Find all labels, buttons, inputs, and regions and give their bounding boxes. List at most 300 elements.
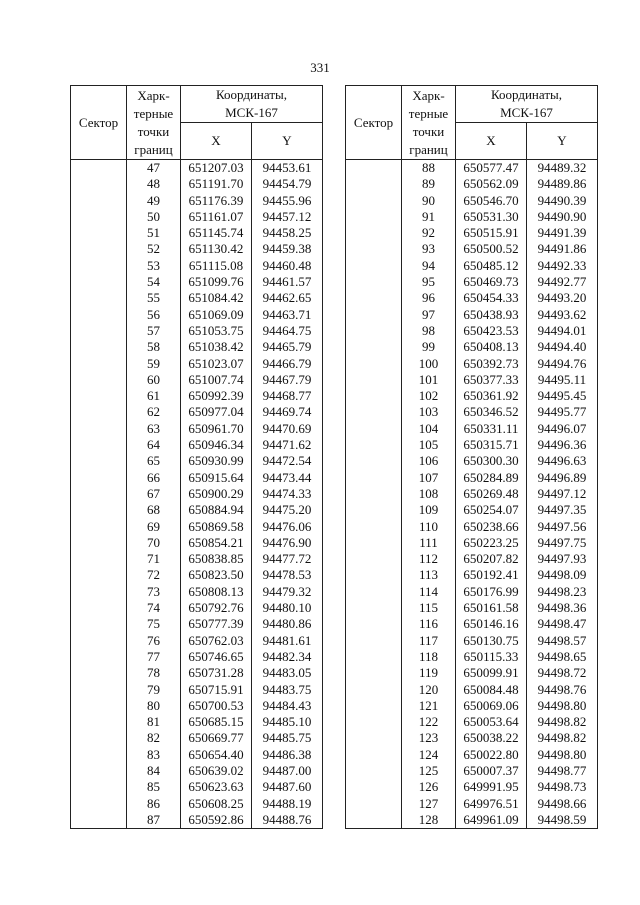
point-number: 48	[127, 176, 181, 192]
table-row	[71, 682, 323, 698]
y-value: 94471.62	[252, 437, 323, 453]
sector-cell	[346, 372, 402, 388]
x-value: 650423.53	[456, 323, 527, 339]
x-value: 651207.03	[181, 160, 252, 177]
x-value: 651053.75	[181, 323, 252, 339]
table-row	[346, 730, 598, 746]
table-row	[71, 600, 323, 616]
point-number: 81	[127, 714, 181, 730]
header-point-line: границ	[134, 141, 173, 157]
table-row	[346, 290, 598, 306]
x-value: 650223.25	[456, 535, 527, 551]
sector-cell	[71, 665, 127, 681]
y-value: 94498.47	[527, 616, 598, 632]
table-row	[346, 763, 598, 779]
x-value: 651145.74	[181, 225, 252, 241]
x-value: 651176.39	[181, 193, 252, 209]
point-number: 112	[402, 551, 456, 567]
point-number: 126	[402, 779, 456, 795]
point-number: 122	[402, 714, 456, 730]
x-value: 650331.11	[456, 421, 527, 437]
table-row	[346, 470, 598, 486]
point-number: 90	[402, 193, 456, 209]
sector-cell	[71, 241, 127, 257]
table-body-right	[346, 160, 598, 829]
header-point-line: терные	[408, 105, 449, 121]
sector-cell	[346, 225, 402, 241]
table-row	[71, 763, 323, 779]
point-number: 121	[402, 698, 456, 714]
point-number: 50	[127, 209, 181, 225]
table-row	[71, 698, 323, 714]
table-row	[71, 470, 323, 486]
x-value: 650900.29	[181, 486, 252, 502]
point-number: 67	[127, 486, 181, 502]
table-row	[346, 682, 598, 698]
point-number: 71	[127, 551, 181, 567]
header-point-type	[402, 86, 456, 160]
point-number: 114	[402, 584, 456, 600]
point-number: 119	[402, 665, 456, 681]
sector-cell	[71, 404, 127, 420]
x-value: 650608.25	[181, 796, 252, 812]
sector-cell	[346, 682, 402, 698]
table-row	[346, 339, 598, 355]
sector-cell	[71, 339, 127, 355]
x-value: 651191.70	[181, 176, 252, 192]
point-number: 118	[402, 649, 456, 665]
x-value: 650099.91	[456, 665, 527, 681]
y-value: 94494.01	[527, 323, 598, 339]
sector-cell	[71, 323, 127, 339]
table-row	[346, 649, 598, 665]
x-value: 650022.80	[456, 747, 527, 763]
sector-cell	[71, 193, 127, 209]
point-number: 107	[402, 470, 456, 486]
point-number: 123	[402, 730, 456, 746]
x-value: 650438.93	[456, 307, 527, 323]
y-value: 94457.12	[252, 209, 323, 225]
sector-cell	[71, 812, 127, 829]
sector-cell	[346, 698, 402, 714]
point-number: 79	[127, 682, 181, 698]
point-number: 66	[127, 470, 181, 486]
y-value: 94497.75	[527, 535, 598, 551]
sector-cell	[346, 290, 402, 306]
y-value: 94488.76	[252, 812, 323, 829]
y-value: 94491.39	[527, 225, 598, 241]
x-value: 650762.03	[181, 633, 252, 649]
coordinates-table-right	[345, 85, 598, 829]
header-coords-line: МСК-167	[500, 105, 553, 120]
sector-cell	[71, 779, 127, 795]
table-body-left	[71, 160, 323, 829]
sector-cell	[71, 160, 127, 177]
y-value: 94495.11	[527, 372, 598, 388]
x-value: 651161.07	[181, 209, 252, 225]
x-value: 650639.02	[181, 763, 252, 779]
point-number: 105	[402, 437, 456, 453]
header-point-line: точки	[412, 123, 445, 139]
y-value: 94478.53	[252, 567, 323, 583]
point-number: 98	[402, 323, 456, 339]
sector-cell	[346, 421, 402, 437]
x-value: 651130.42	[181, 241, 252, 257]
x-value: 650884.94	[181, 502, 252, 518]
x-value: 650577.47	[456, 160, 527, 177]
y-value: 94487.60	[252, 779, 323, 795]
point-number: 82	[127, 730, 181, 746]
x-value: 650977.04	[181, 404, 252, 420]
sector-cell	[346, 437, 402, 453]
header-sector: Сектор	[71, 86, 127, 160]
sector-cell	[346, 616, 402, 632]
point-number: 61	[127, 388, 181, 404]
table-row	[71, 551, 323, 567]
table-row	[346, 274, 598, 290]
table-row	[346, 453, 598, 469]
header-coords-line: Координаты,	[491, 87, 562, 102]
table-row	[71, 665, 323, 681]
y-value: 94470.69	[252, 421, 323, 437]
sector-cell	[71, 600, 127, 616]
y-value: 94492.33	[527, 258, 598, 274]
point-number: 100	[402, 356, 456, 372]
x-value: 650546.70	[456, 193, 527, 209]
table-row	[71, 502, 323, 518]
coordinates-table-left	[70, 85, 323, 829]
x-value: 650161.58	[456, 600, 527, 616]
sector-cell	[71, 698, 127, 714]
x-value: 650238.66	[456, 519, 527, 535]
y-value: 94496.89	[527, 470, 598, 486]
table-row	[346, 796, 598, 812]
sector-cell	[346, 404, 402, 420]
sector-cell	[71, 486, 127, 502]
y-value: 94498.80	[527, 747, 598, 763]
sector-cell	[346, 714, 402, 730]
sector-cell	[71, 519, 127, 535]
table-row	[71, 421, 323, 437]
y-value: 94496.36	[527, 437, 598, 453]
table-row	[71, 567, 323, 583]
point-number: 115	[402, 600, 456, 616]
table-row	[71, 730, 323, 746]
table-row	[346, 421, 598, 437]
table-row	[71, 633, 323, 649]
y-value: 94481.61	[252, 633, 323, 649]
x-value: 650176.99	[456, 584, 527, 600]
point-number: 124	[402, 747, 456, 763]
y-value: 94498.23	[527, 584, 598, 600]
x-value: 650469.73	[456, 274, 527, 290]
sector-cell	[346, 730, 402, 746]
x-value: 650915.64	[181, 470, 252, 486]
point-number: 84	[127, 763, 181, 779]
x-value: 650007.37	[456, 763, 527, 779]
point-number: 113	[402, 567, 456, 583]
y-value: 94490.39	[527, 193, 598, 209]
y-value: 94482.34	[252, 649, 323, 665]
header-point-line: точки	[137, 123, 170, 139]
x-value: 650392.73	[456, 356, 527, 372]
sector-cell	[71, 747, 127, 763]
table-row	[346, 600, 598, 616]
point-number: 125	[402, 763, 456, 779]
table-row	[71, 388, 323, 404]
sector-cell	[71, 258, 127, 274]
x-value: 650146.16	[456, 616, 527, 632]
table-row	[71, 616, 323, 632]
table-row	[71, 453, 323, 469]
table-row	[71, 404, 323, 420]
sector-cell	[71, 502, 127, 518]
sector-cell	[346, 567, 402, 583]
x-value: 650315.71	[456, 437, 527, 453]
y-value: 94489.32	[527, 160, 598, 177]
table-row	[346, 176, 598, 192]
sector-cell	[346, 763, 402, 779]
table-row	[346, 779, 598, 795]
point-number: 103	[402, 404, 456, 420]
header-coords-line: Координаты,	[216, 87, 287, 102]
table-row	[71, 225, 323, 241]
table-row	[346, 584, 598, 600]
table-row	[71, 535, 323, 551]
table-row	[346, 616, 598, 632]
table-row	[346, 437, 598, 453]
y-value: 94466.79	[252, 356, 323, 372]
point-number: 83	[127, 747, 181, 763]
x-value: 649961.09	[456, 812, 527, 829]
y-value: 94492.77	[527, 274, 598, 290]
table-row	[71, 274, 323, 290]
sector-cell	[71, 388, 127, 404]
y-value: 94476.90	[252, 535, 323, 551]
point-number: 86	[127, 796, 181, 812]
table-row	[71, 323, 323, 339]
y-value: 94472.54	[252, 453, 323, 469]
y-value: 94476.06	[252, 519, 323, 535]
sector-cell	[346, 193, 402, 209]
x-value: 650623.63	[181, 779, 252, 795]
header-point-line: границ	[409, 141, 448, 157]
table-row	[346, 812, 598, 829]
y-value: 94469.74	[252, 404, 323, 420]
table-row	[346, 535, 598, 551]
sector-cell	[71, 567, 127, 583]
y-value: 94497.93	[527, 551, 598, 567]
point-number: 60	[127, 372, 181, 388]
point-number: 51	[127, 225, 181, 241]
x-value: 650823.50	[181, 567, 252, 583]
sector-cell	[71, 209, 127, 225]
point-number: 80	[127, 698, 181, 714]
point-number: 54	[127, 274, 181, 290]
header-sector: Сектор	[346, 86, 402, 160]
point-number: 106	[402, 453, 456, 469]
page-number: 331	[310, 60, 330, 75]
point-number: 97	[402, 307, 456, 323]
point-number: 128	[402, 812, 456, 829]
sector-cell	[71, 274, 127, 290]
x-value: 650731.28	[181, 665, 252, 681]
sector-cell	[346, 665, 402, 681]
x-value: 650269.48	[456, 486, 527, 502]
table-row	[71, 437, 323, 453]
x-value: 650115.33	[456, 649, 527, 665]
point-number: 75	[127, 616, 181, 632]
sector-cell	[71, 682, 127, 698]
table-row	[71, 372, 323, 388]
point-number: 57	[127, 323, 181, 339]
sector-cell	[346, 796, 402, 812]
table-row	[346, 160, 598, 177]
header-point-line: Харк-	[137, 87, 170, 103]
table-row	[346, 388, 598, 404]
y-value: 94496.63	[527, 453, 598, 469]
sector-cell	[71, 372, 127, 388]
point-number: 95	[402, 274, 456, 290]
y-value: 94485.75	[252, 730, 323, 746]
y-value: 94465.79	[252, 339, 323, 355]
y-value: 94462.65	[252, 290, 323, 306]
y-value: 94483.05	[252, 665, 323, 681]
sector-cell	[71, 453, 127, 469]
table-row	[346, 567, 598, 583]
table-row	[346, 307, 598, 323]
table-row	[71, 779, 323, 795]
y-value: 94475.20	[252, 502, 323, 518]
header-x: X	[181, 123, 252, 160]
y-value: 94498.09	[527, 567, 598, 583]
y-value: 94495.77	[527, 404, 598, 420]
point-number: 59	[127, 356, 181, 372]
sector-cell	[71, 551, 127, 567]
x-value: 650408.13	[456, 339, 527, 355]
header-y: Y	[527, 123, 598, 160]
y-value: 94498.66	[527, 796, 598, 812]
table-row	[71, 258, 323, 274]
x-value: 650992.39	[181, 388, 252, 404]
sector-cell	[346, 779, 402, 795]
y-value: 94474.33	[252, 486, 323, 502]
table-row	[71, 339, 323, 355]
x-value: 650777.39	[181, 616, 252, 632]
y-value: 94463.71	[252, 307, 323, 323]
sector-cell	[71, 437, 127, 453]
point-number: 102	[402, 388, 456, 404]
table-row	[71, 209, 323, 225]
y-value: 94498.82	[527, 730, 598, 746]
x-value: 650562.09	[456, 176, 527, 192]
header-point-line: Харк-	[412, 87, 445, 103]
table-row	[346, 193, 598, 209]
y-value: 94487.00	[252, 763, 323, 779]
point-number: 77	[127, 649, 181, 665]
x-value: 651099.76	[181, 274, 252, 290]
y-value: 94498.57	[527, 633, 598, 649]
sector-cell	[346, 649, 402, 665]
point-number: 85	[127, 779, 181, 795]
sector-cell	[71, 421, 127, 437]
table-row	[346, 323, 598, 339]
y-value: 94490.90	[527, 209, 598, 225]
x-value: 651115.08	[181, 258, 252, 274]
sector-cell	[346, 502, 402, 518]
header-coordinates	[181, 86, 323, 123]
sector-cell	[71, 535, 127, 551]
x-value: 650515.91	[456, 225, 527, 241]
point-number: 52	[127, 241, 181, 257]
sector-cell	[71, 290, 127, 306]
sector-cell	[346, 453, 402, 469]
x-value: 650207.82	[456, 551, 527, 567]
sector-cell	[346, 519, 402, 535]
x-value: 650946.34	[181, 437, 252, 453]
x-value: 650500.52	[456, 241, 527, 257]
x-value: 650485.12	[456, 258, 527, 274]
point-number: 88	[402, 160, 456, 177]
sector-cell	[71, 649, 127, 665]
point-number: 127	[402, 796, 456, 812]
sector-cell	[346, 160, 402, 177]
table-row	[71, 747, 323, 763]
header-x: X	[456, 123, 527, 160]
header-y: Y	[252, 123, 323, 160]
y-value: 94467.79	[252, 372, 323, 388]
sector-cell	[71, 176, 127, 192]
sector-cell	[346, 258, 402, 274]
table-row	[346, 502, 598, 518]
point-number: 89	[402, 176, 456, 192]
header-coords-line: МСК-167	[225, 105, 278, 120]
y-value: 94498.80	[527, 698, 598, 714]
y-value: 94488.19	[252, 796, 323, 812]
x-value: 650930.99	[181, 453, 252, 469]
x-value: 650746.65	[181, 649, 252, 665]
x-value: 650685.15	[181, 714, 252, 730]
sector-cell	[346, 812, 402, 829]
table-row	[71, 584, 323, 600]
table-row	[346, 225, 598, 241]
point-number: 110	[402, 519, 456, 535]
y-value: 94491.86	[527, 241, 598, 257]
sector-cell	[346, 274, 402, 290]
y-value: 94494.40	[527, 339, 598, 355]
sector-cell	[346, 339, 402, 355]
y-value: 94484.43	[252, 698, 323, 714]
table-row	[71, 812, 323, 829]
y-value: 94459.38	[252, 241, 323, 257]
header-point-type	[127, 86, 181, 160]
x-value: 650084.48	[456, 682, 527, 698]
table-row	[346, 665, 598, 681]
y-value: 94497.12	[527, 486, 598, 502]
x-value: 650961.70	[181, 421, 252, 437]
sector-cell	[71, 796, 127, 812]
point-number: 111	[402, 535, 456, 551]
y-value: 94493.62	[527, 307, 598, 323]
y-value: 94493.20	[527, 290, 598, 306]
table-row	[71, 160, 323, 177]
table-row	[346, 698, 598, 714]
sector-cell	[346, 307, 402, 323]
y-value: 94480.10	[252, 600, 323, 616]
point-number: 104	[402, 421, 456, 437]
table-row	[346, 258, 598, 274]
sector-cell	[346, 470, 402, 486]
